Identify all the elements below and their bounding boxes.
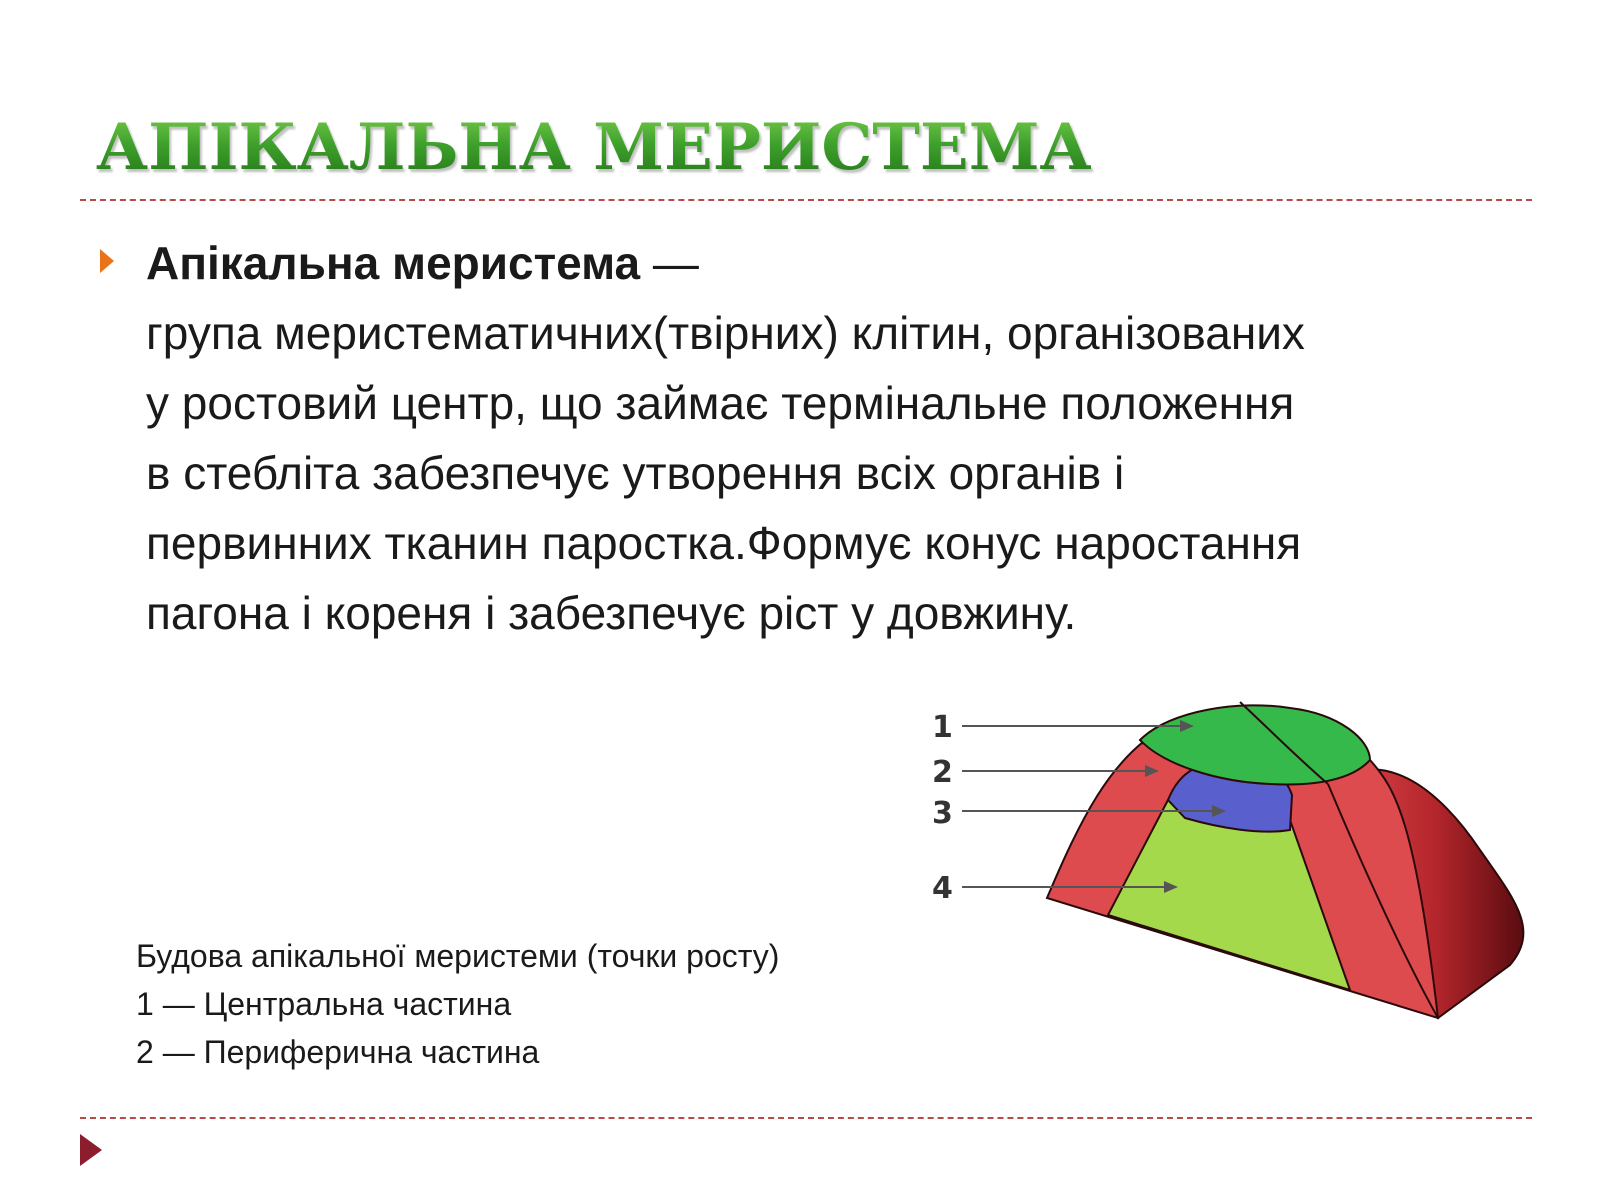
definition-line: первинних тканин паростка.Формує конус наростання	[146, 517, 1302, 569]
definition-line: в стебліта забезпечує утворення всіх органів і	[146, 447, 1125, 499]
callout-label-2: 2	[932, 755, 953, 790]
caption-item: 2 — Периферична частина	[136, 1034, 540, 1070]
slide-title: АПІКАЛЬНА МЕРИСТЕМА	[96, 108, 1092, 188]
figure-caption	[136, 932, 779, 1076]
bullet-arrow-icon	[100, 249, 114, 273]
bottom-divider	[80, 1117, 1532, 1119]
apical-meristem-diagram	[932, 700, 1580, 1060]
bullet-text	[146, 228, 1530, 648]
caption-title: Будова апікальної меристеми (точки росту)	[136, 938, 780, 974]
caption-item: 1 — Центральна частина	[136, 986, 512, 1022]
term-dash: —	[640, 237, 699, 289]
bullet-item	[100, 228, 1530, 648]
definition-line: у ростовий центр, що займає термінальне положення	[146, 377, 1295, 429]
footer-arrow-icon	[80, 1134, 102, 1166]
top-divider	[80, 199, 1532, 201]
definition-line: група меристематичних(твірних) клітин, організованих	[146, 307, 1305, 359]
callout-label-4: 4	[932, 871, 953, 906]
bullet-first-line	[146, 228, 1530, 298]
term-heading: Апікальна меристема	[146, 237, 641, 289]
callout-label-1: 1	[932, 710, 953, 745]
meristem-cone	[1047, 702, 1523, 1018]
callout-label-3: 3	[932, 796, 953, 831]
definition-line: пагона і кореня і забезпечує ріст у довжину.	[146, 587, 1077, 639]
